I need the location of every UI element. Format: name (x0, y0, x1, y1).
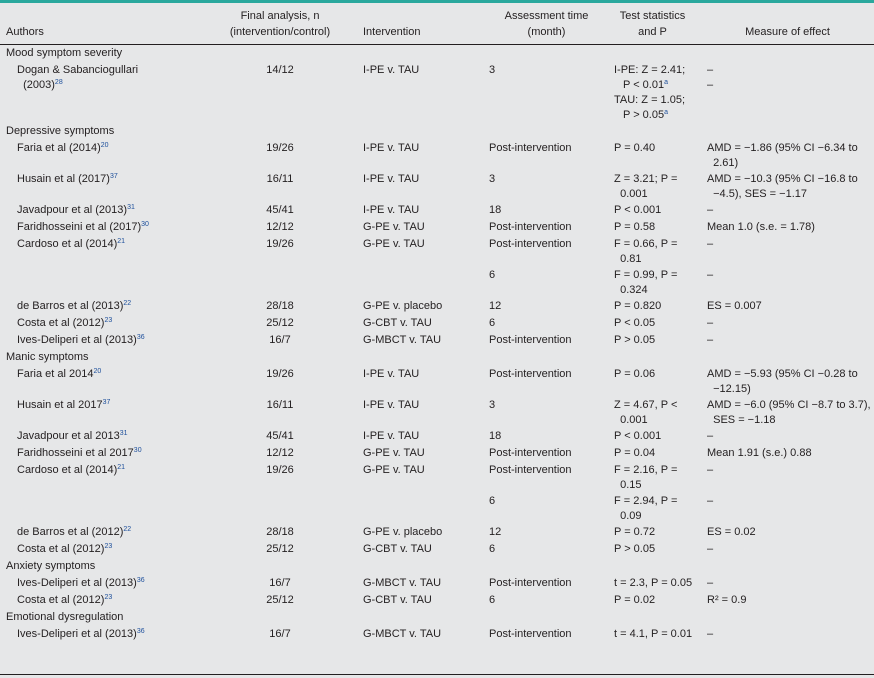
table-row: Dogan & Sabanciogullari $(2003)^{28}$ 14/12 I-PE v. TAU 3 I-PE: Z = 2.41; P < 0.01$^a$ TAU: Z = 1.05; P > 0.05$^a$ – – (17, 64, 714, 121)
reference-link[interactable]: 20 (100, 142, 109, 149)
reference-link[interactable]: 30 (141, 221, 149, 228)
table-row: Ives-Deliperi et al $(2013)^{36}$ 16/7 G-MBCT v. TAU Post-intervention P > 0.05 – (17, 334, 714, 346)
reference-link[interactable]: 31 (119, 430, 128, 437)
reference-link[interactable]: 20 (93, 368, 102, 375)
table-row: Cardoso et al $(2014)^{21}$ 19/26 G-PE v. TAU Post-intervention F = 0.66, P = 0.81 – (17, 238, 714, 265)
reference-link[interactable]: 22 (123, 526, 132, 533)
table-row: Faridhosseini et al $(2017)^{30}$ 12/12 G-PE v. TAU Post-intervention P = 0.58 Mean 1.0 (s.e. = 1.78) (17, 221, 815, 233)
reference-link[interactable]: 36 (136, 334, 145, 341)
section-heading: Anxiety symptoms (6, 560, 96, 572)
bottom-rule (0, 674, 874, 675)
reference-link[interactable]: 36 (136, 628, 145, 635)
table-row: Javadpour et al 2013$^{31}$ 45/41 I-PE v. TAU 18 P < 0.001 – (17, 430, 714, 442)
reference-link[interactable]: 21 (117, 464, 126, 471)
data-table (0, 5, 874, 643)
col-authors: Authors (6, 26, 44, 38)
top-rule (0, 0, 874, 3)
table-row: Faria et al $(2014)^{20}$ 19/26 I-PE v. TAU Post-intervention P = 0.40 AMD = −1.86 (95% CI −6.34 to 2.61) (17, 142, 858, 169)
section-heading: Manic symptoms (6, 351, 89, 363)
table-row: de Barros et al $(2013)^{22}$ 28/18 G-PE v. placebo 12 P = 0.820 ES = 0.007 (17, 300, 762, 312)
col-final-analysis: Final analysis, n (intervention/control) (229, 10, 331, 38)
reference-link[interactable]: 22 (123, 300, 132, 307)
reference-link[interactable]: 37 (102, 399, 111, 406)
section-heading: Emotional dysregulation (6, 611, 124, 623)
table-row: Costa et al $(2012)^{23}$ 25/12 G-CBT v. TAU 6 P > 0.05 – (17, 543, 714, 555)
reference-link[interactable]: 31 (127, 204, 135, 211)
table-row: 6 F = 0.99, P = 0.324 – (489, 269, 714, 296)
table-header (0, 5, 874, 45)
reference-link[interactable]: 37 (109, 173, 118, 180)
reference-link[interactable]: 23 (104, 317, 113, 324)
reference-link[interactable]: 30 (133, 447, 142, 454)
table-row: Cardoso et al $(2014)^{21}$ 19/26 G-PE v. TAU Post-intervention F = 2.16, P = 0.15 – (17, 464, 714, 491)
table-row: Husain et al 2017$^{37}$ 16/11 I-PE v. TAU 3 Z = 4.67, P < 0.001 AMD = −6.0 (95% CI −8.7 to 3.7), SES = −1.18 (17, 399, 871, 426)
table-row: 6 F = 2.94, P = 0.09 – (489, 495, 714, 522)
col-assessment-time: Assessment time (month) (504, 10, 589, 38)
table-row: Faridhosseini et al 2017$^{30}$ 12/12 G-PE v. TAU Post-intervention P = 0.04 Mean 1.91 (s.e.) 0.88 (17, 447, 812, 459)
table-row: Faria et al 2014$^{20}$ 19/26 I-PE v. TAU Post-intervention P = 0.06 AMD = −5.93 (95% CI −0.28 to −12.15) (17, 368, 858, 395)
reference-link[interactable]: 36 (136, 577, 145, 584)
col-test-statistics: Test statistics and P (619, 10, 686, 38)
reference-link[interactable]: 23 (104, 543, 113, 550)
table-row: de Barros et al $(2012)^{22}$ 28/18 G-PE v. placebo 12 P = 0.72 ES = 0.02 (17, 526, 756, 538)
table-row: Husain et al $(2017)^{37}$ 16/11 I-PE v. TAU 3 Z = 3.21; P = 0.001 AMD = −10.3 (95% CI −16.8 to −4.5), SES = −1.17 (17, 173, 858, 200)
reference-link[interactable]: 21 (117, 238, 126, 245)
col-intervention: Intervention (363, 26, 421, 38)
reference-link[interactable]: 28 (54, 79, 63, 86)
col-measure-of-effect: Measure of effect (745, 26, 830, 38)
section-heading: Mood symptom severity (6, 47, 123, 59)
table-row: Ives-Deliperi et al $(2013)^{36}$ 16/7 G-MBCT v. TAU Post-intervention t = 4.1, P = 0.01 – (17, 628, 714, 640)
table-row: Javadpour et al $(2013)^{31}$ 45/41 I-PE v. TAU 18 P < 0.001 – (17, 204, 714, 216)
table-row: Ives-Deliperi et al $(2013)^{36}$ 16/7 G-MBCT v. TAU Post-intervention t = 2.3, P = 0.05 – (17, 577, 714, 589)
section-heading: Depressive symptoms (6, 125, 115, 137)
table-row: Costa et al $(2012)^{23}$ 25/12 G-CBT v. TAU 6 P = 0.02 R² = 0.9 (17, 594, 747, 606)
reference-link[interactable]: 23 (104, 594, 113, 601)
table-row: Costa et al $(2012)^{23}$ 25/12 G-CBT v. TAU 6 P < 0.05 – (17, 317, 714, 329)
